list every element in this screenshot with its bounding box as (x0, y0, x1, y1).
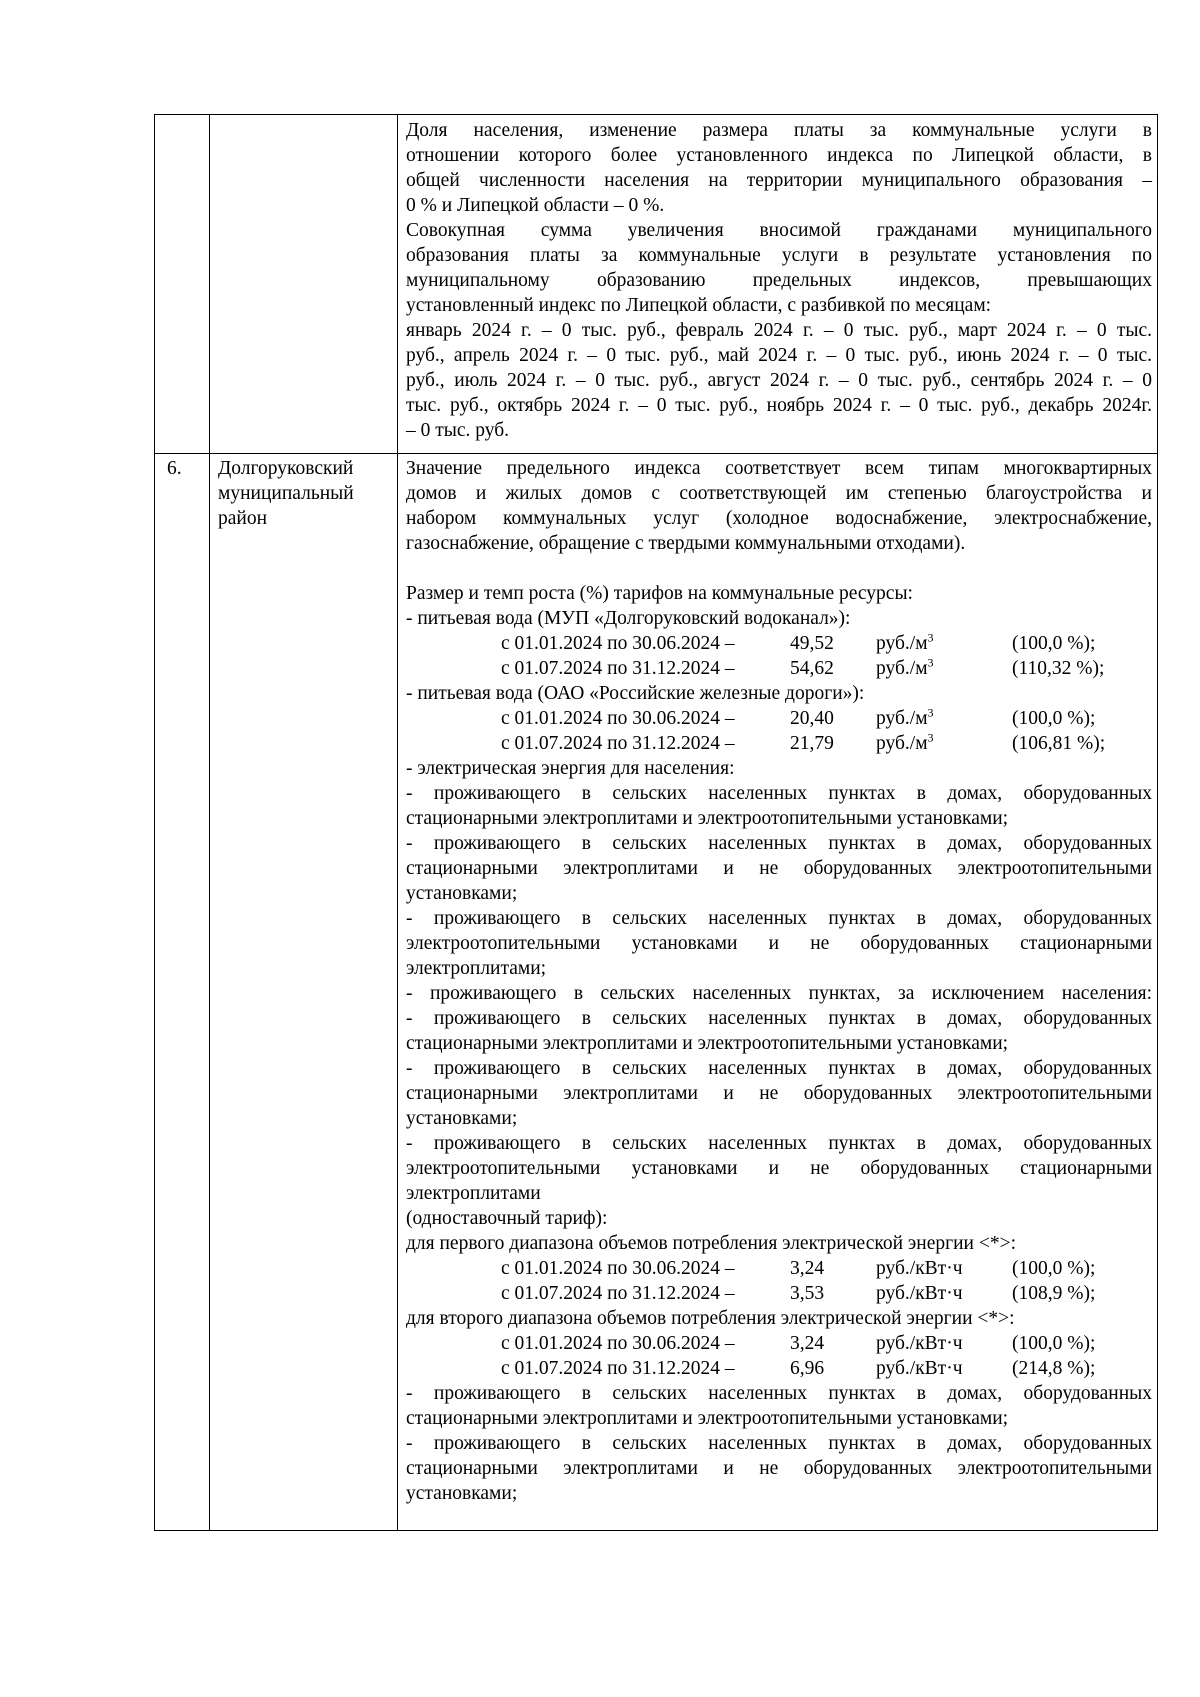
tariff-period: с 01.07.2024 по 31.12.2024 – (501, 1283, 735, 1304)
tariff-unit (876, 1281, 963, 1306)
tariff-value: 54,62 (790, 658, 834, 679)
tariff-value: 49,52 (790, 633, 834, 654)
tariff-value: 20,40 (790, 708, 834, 729)
tariff-period: с 01.07.2024 по 31.12.2024 – (501, 658, 735, 679)
text-line: для первого диапазона объемов потребления электрической энергии <*>: (406, 1233, 1017, 1254)
tariff-unit-text: руб./м (876, 633, 928, 654)
tariff-line (406, 631, 1152, 656)
text-line: стационарными электроплитами и не оборудованных электроотопительными (406, 1083, 1152, 1104)
tariff-unit-text: руб./кВт·ч (876, 1358, 963, 1379)
text-line: установками; (406, 1483, 518, 1504)
unit-superscript: 3 (927, 655, 934, 670)
tariff-growth-percent: (100,0 %); (1012, 633, 1096, 654)
tariff-unit (876, 1356, 963, 1381)
tariff-growth-percent: (214,8 %); (1012, 1358, 1096, 1379)
row-number: 6. (167, 458, 182, 479)
tariff-growth-percent: (100,0 %); (1012, 1333, 1096, 1354)
tariff-period: с 01.01.2024 по 30.06.2024 – (501, 633, 735, 654)
text-line: отношении которого более установленного индекса по Липецкой области, в (406, 145, 1152, 166)
tariff-line (406, 1256, 1152, 1281)
tariff-unit (876, 1256, 963, 1281)
tariff-unit (876, 631, 934, 656)
tariff-line (406, 1331, 1152, 1356)
tariff-unit-text: руб./м (876, 658, 928, 679)
tariff-period: с 01.01.2024 по 30.06.2024 – (501, 1333, 735, 1354)
text-line: Размер и темп роста (%) тарифов на коммунальные ресурсы: (406, 583, 913, 604)
text-line: - проживающего в сельских населенных пунктах, за исключением населения: (406, 983, 1152, 1004)
column-divider-2 (397, 115, 398, 1530)
text-line: руб., июль 2024 г. – 0 тыс. руб., август 2024 г. – 0 тыс. руб., сентябрь 2024 г. – 0 (406, 370, 1152, 391)
text-line: - проживающего в сельских населенных пунктах в домах, оборудованных (406, 1433, 1152, 1454)
text-line: электроплитами; (406, 958, 547, 979)
text-line: стационарными электроплитами и электроотопительными установками; (406, 1408, 1009, 1429)
municipality-name-line: муниципальный (218, 483, 354, 504)
tariff-unit (876, 1331, 963, 1356)
text-line: Значение предельного индекса соответствует всем типам многоквартирных (406, 458, 1152, 479)
row-number-cell (167, 456, 182, 481)
municipality-name-line: Долгоруковский (218, 458, 354, 479)
tariff-line (406, 706, 1152, 731)
tariff-period: с 01.01.2024 по 30.06.2024 – (501, 708, 735, 729)
text-line: образования платы за коммунальные услуги в результате установления по (406, 245, 1152, 266)
text-line: - проживающего в сельских населенных пунктах в домах, оборудованных (406, 908, 1152, 929)
text-line: (одноставочный тариф): (406, 1208, 608, 1229)
text-line: электроплитами (406, 1183, 541, 1204)
row-6-content (406, 456, 1152, 1506)
municipality-name-cell (218, 456, 394, 531)
tariff-value: 3,24 (790, 1258, 825, 1279)
text-line: электроотопительными установками и не оборудованных стационарными (406, 933, 1152, 954)
text-line: стационарными электроплитами и не оборудованных электроотопительными (406, 858, 1152, 879)
text-line: газоснабжение, обращение с твердыми коммунальными отходами). (406, 533, 966, 554)
unit-superscript: 3 (927, 730, 934, 745)
tariff-unit-text: руб./кВт·ч (876, 1333, 963, 1354)
text-line: электроотопительными установками и не оборудованных стационарными (406, 1158, 1152, 1179)
text-line: установленный индекс по Липецкой области, с разбивкой по месяцам: (406, 295, 992, 316)
tariff-growth-percent: (108,9 %); (1012, 1283, 1096, 1304)
text-line: - питьевая вода (ОАО «Российские железные дороги»): (406, 683, 865, 704)
column-divider-1 (209, 115, 210, 1530)
text-line: набором коммунальных услуг (холодное водоснабжение, электроснабжение, (406, 508, 1152, 529)
text-line: руб., апрель 2024 г. – 0 тыс. руб., май 2024 г. – 0 тыс. руб., июнь 2024 г. – 0 тыс. (406, 345, 1152, 366)
tariff-value: 21,79 (790, 733, 834, 754)
tariff-value: 3,24 (790, 1333, 825, 1354)
tariff-period: с 01.07.2024 по 31.12.2024 – (501, 733, 735, 754)
unit-superscript: 3 (927, 705, 934, 720)
tariff-unit-text: руб./м (876, 708, 928, 729)
text-line: домов и жилых домов с соответствующей им степенью благоустройства и (406, 483, 1152, 504)
text-line: муниципальному образованию предельных индексов, превышающих (406, 270, 1152, 291)
tariff-growth-percent: (100,0 %); (1012, 1258, 1096, 1279)
tariff-line (406, 1281, 1152, 1306)
text-line: стационарными электроплитами и электроотопительными установками; (406, 808, 1009, 829)
text-line: январь 2024 г. – 0 тыс. руб., февраль 2024 г. – 0 тыс. руб., март 2024 г. – 0 тыс. (406, 320, 1152, 341)
text-line: - проживающего в сельских населенных пунктах в домах, оборудованных (406, 1383, 1152, 1404)
text-line: – 0 тыс. руб. (406, 420, 510, 441)
unit-superscript: 3 (927, 630, 934, 645)
text-line: - проживающего в сельских населенных пунктах в домах, оборудованных (406, 783, 1152, 804)
text-line: - проживающего в сельских населенных пунктах в домах, оборудованных (406, 1008, 1152, 1029)
tariff-unit (876, 656, 934, 681)
text-line: для второго диапазона объемов потребления электрической энергии <*>: (406, 1308, 1015, 1329)
tariff-growth-percent: (110,32 %); (1012, 658, 1105, 679)
tariff-unit-text: руб./м (876, 733, 928, 754)
blank-line (406, 556, 1152, 581)
text-line: - проживающего в сельских населенных пунктах в домах, оборудованных (406, 1058, 1152, 1079)
tariff-unit-text: руб./кВт·ч (876, 1283, 963, 1304)
text-line: тыс. руб., октябрь 2024 г. – 0 тыс. руб., ноябрь 2024 г. – 0 тыс. руб., декабрь 2024г. (406, 395, 1152, 416)
text-line: 0 % и Липецкой области – 0 %. (406, 195, 665, 216)
tariff-period: с 01.07.2024 по 31.12.2024 – (501, 1358, 735, 1379)
tariff-line (406, 656, 1152, 681)
text-line: - проживающего в сельских населенных пунктах в домах, оборудованных (406, 1133, 1152, 1154)
tariff-unit (876, 706, 934, 731)
tariff-value: 3,53 (790, 1283, 825, 1304)
municipality-name-line: район (218, 508, 268, 529)
text-line: установками; (406, 1108, 518, 1129)
text-line: Доля населения, изменение размера платы за коммунальные услуги в (406, 120, 1152, 141)
previous-row-content (406, 118, 1152, 443)
text-line: общей численности населения на территории муниципального образования – (406, 170, 1152, 191)
tariff-growth-percent: (100,0 %); (1012, 708, 1096, 729)
text-line: - проживающего в сельских населенных пунктах в домах, оборудованных (406, 833, 1152, 854)
text-line: стационарными электроплитами и не оборудованных электроотопительными (406, 1458, 1152, 1479)
tariff-line (406, 1356, 1152, 1381)
tariff-table (154, 114, 1158, 1531)
tariff-unit-text: руб./кВт·ч (876, 1258, 963, 1279)
text-line: стационарными электроплитами и электроотопительными установками; (406, 1033, 1009, 1054)
tariff-period: с 01.01.2024 по 30.06.2024 – (501, 1258, 735, 1279)
tariff-unit (876, 731, 934, 756)
text-line: - электрическая энергия для населения: (406, 758, 735, 779)
tariff-line (406, 731, 1152, 756)
text-line: Совокупная сумма увеличения вносимой гражданами муниципального (406, 220, 1152, 241)
text-line: - питьевая вода (МУП «Долгоруковский водоканал»): (406, 608, 851, 629)
tariff-growth-percent: (106,81 %); (1012, 733, 1106, 754)
row-divider (155, 453, 1157, 454)
tariff-value: 6,96 (790, 1358, 825, 1379)
text-line: установками; (406, 883, 518, 904)
